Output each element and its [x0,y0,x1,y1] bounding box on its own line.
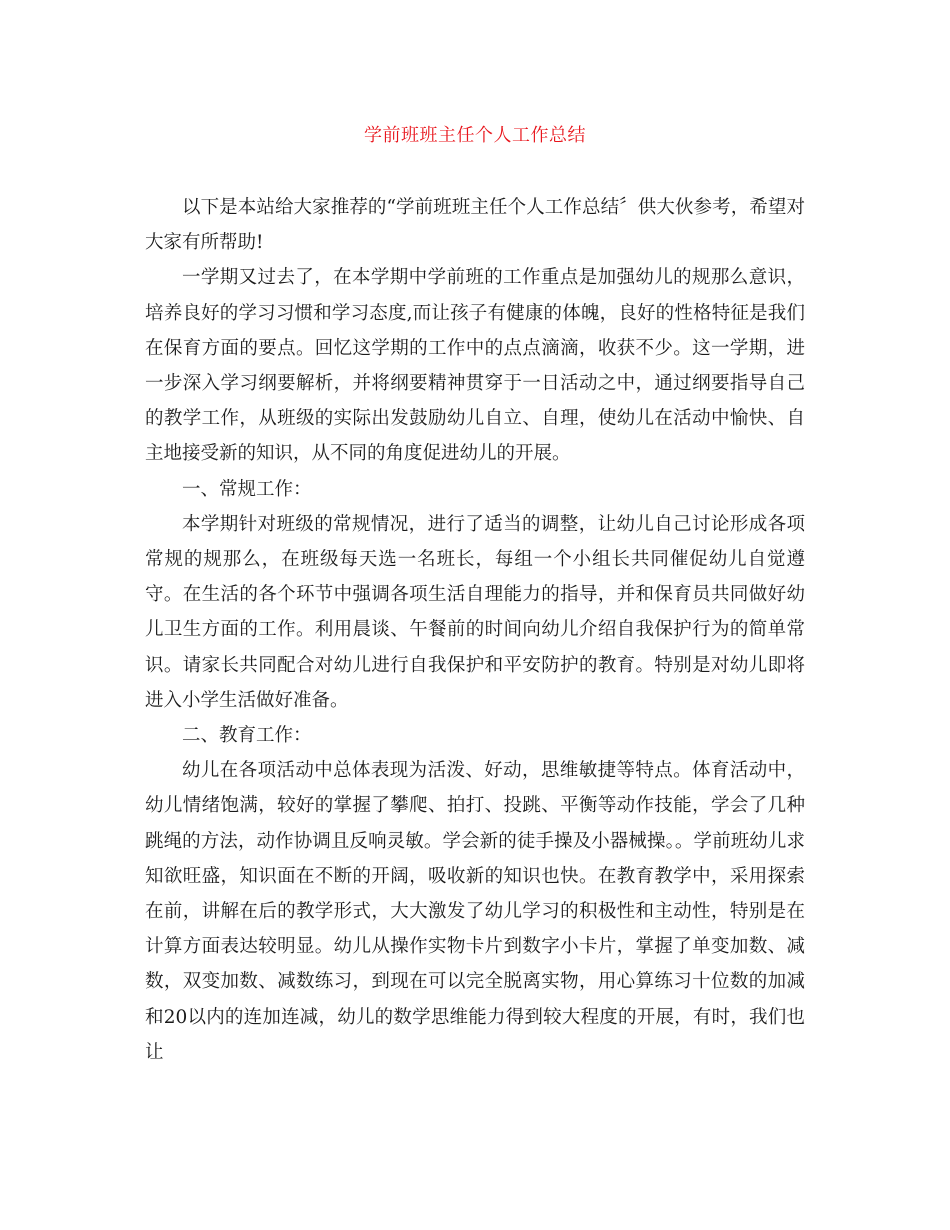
education-work-paragraph: 幼儿在各项活动中总体表现为活泼、好动，思维敏捷等特点。体育活动中，幼儿情绪饱满，较好的掌握了攀爬、拍打、投跳、平衡等动作技能，学会了几种跳绳的方法，动作协调且反响灵敏。学会新的徒手操及小器械操。。学前班幼儿求知欲旺盛，知识面在不断的开阔，吸收新的知识也快。在教育教学中，采用探索在前，讲解在后的教学形式，大大激发了幼儿学习的积极性和主动性，特别是在计算方面表达较明显。幼儿从操作实物卡片到数字小卡片，掌握了单变加数、减数，双变加数、减数练习，到现在可以完全脱离实物，用心算练习十位数的加减和20以内的连加连减，幼儿的数学思维能力得到较大程度的开展，有时，我们也让 [145,760,805,1063]
overview-paragraph: 一学期又过去了，在本学期中学前班的工作重点是加强幼儿的规那么意识，培养良好的学习习惯和学习态度,而让孩子有健康的体魄，良好的性格特征是我们在保育方面的要点。回忆这学期的工作中的点点滴滴，收获不少。这一学期，进一步深入学习纲要解析，并将纲要精神贯穿于一日活动之中，通过纲要指导自己的教学工作，从班级的实际出发鼓励幼儿自立、自理，使幼儿在活动中愉快、自主地接受新的知识，从不同的角度促进幼儿的开展。 [145,267,805,465]
document-body [145,190,805,1070]
document-title: 学前班班主任个人工作总结 [364,125,586,146]
section-heading-education-work: 二、教育工作： [182,725,312,747]
intro-paragraph: 以下是本站给大家推荐的“学前班班主任个人工作总结〞供大伙参考，希望对大家有所帮助! [145,197,805,254]
routine-work-paragraph: 本学期针对班级的常规情况，进行了适当的调整，让幼儿自己讨论形成各项常规的规那么，在班级每天选一名班长，每组一个小组长共同催促幼儿自觉遵守。在生活的各个环节中强调各项生活自理能力的指导，并和保育员共同做好幼儿卫生方面的工作。利用晨谈、午餐前的时间向幼儿介绍自我保护行为的简单常识。请家长共同配合对幼儿进行自我保护和平安防护的教育。特别是对幼儿即将进入小学生活做好准备。 [145,513,805,711]
section-heading-routine-work: 一、常规工作： [182,478,312,500]
